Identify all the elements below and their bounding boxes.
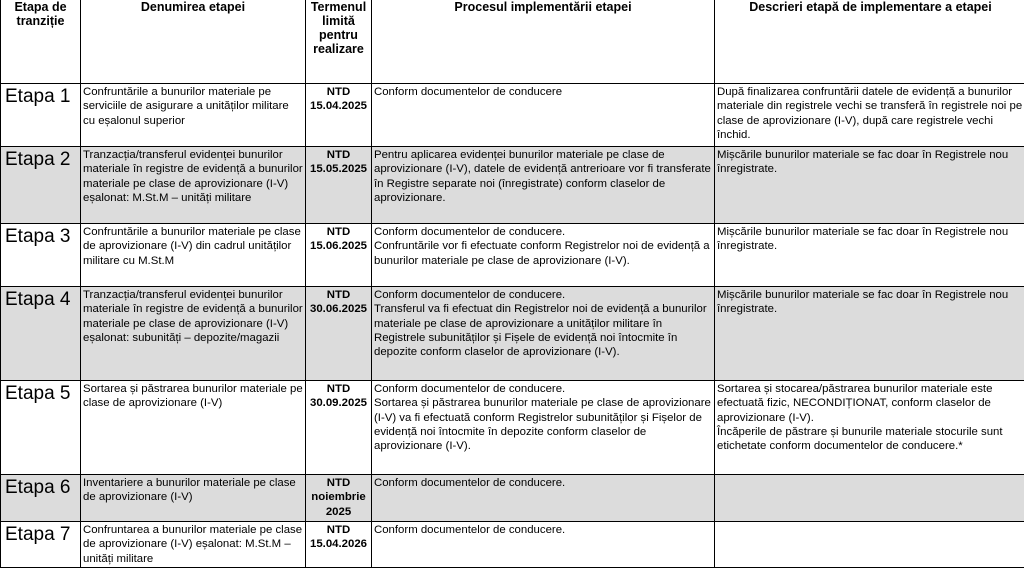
process-cell <box>372 224 715 287</box>
deadline-label: NTD <box>326 149 351 161</box>
deadline-label: NTD <box>326 289 351 301</box>
process-line: Conform documentelor de conducere. <box>374 289 566 301</box>
process-line: Confruntările vor fi efectuate conform Registrelor noi de evidență a bunurilor materiale pe clase de aprovizionare (I-V). <box>374 240 710 267</box>
deadline-cell <box>306 147 372 224</box>
header-process: Procesul implementării etapei <box>372 0 715 84</box>
stage-cell: Etapa 2 <box>1 147 81 224</box>
process-cell <box>372 84 715 147</box>
deadline-date: 15.04.2025 <box>309 100 367 113</box>
table-row <box>1 287 1024 381</box>
stage-cell: Etapa 3 <box>1 224 81 287</box>
table-header-row <box>1 0 1024 84</box>
process-cell <box>372 381 715 475</box>
description-cell <box>715 287 1024 381</box>
process-line: Pentru aplicarea evidenței bunurilor materiale pe clase de aprovizionare (I-V), datele de evidență antrerioare vor fi transferate în Registre separate noi (înregistrate) conform claselor de aprovizionare. <box>374 149 711 204</box>
deadline-date: 30.09.2025 <box>309 397 367 410</box>
stage-name-cell: Tranzacția/transferul evidenței bunurilor materiale în registre de evidență a bunurilor materiale pe clase de aprovizionare (I-V) eșalonat: M.St.M – unități militare <box>81 147 306 224</box>
description-cell <box>715 224 1024 287</box>
description-cell <box>715 475 1024 522</box>
deadline-cell <box>306 84 372 147</box>
header-name: Denumirea etapei <box>81 0 306 84</box>
process-line: Transferul va fi efectuat din Registrelor noi de evidență a bunurilor materiale pe clase de aprovizionare a unităților militare în Registrele subunităților și Fișele de evidență noi întocmite în depozite conform claselor de aprovizionare (I-V). <box>374 303 707 359</box>
table-row <box>1 522 1024 568</box>
deadline-cell <box>306 475 372 522</box>
table-row <box>1 475 1024 522</box>
description-line: Sortarea și stocarea/păstrarea bunurilor materiale este efectuată fizic, NECONDIȚIONAT, conform claselor de aprovizionare (I-V). <box>717 383 993 424</box>
deadline-label: NTD <box>326 226 351 238</box>
deadline-label: NTD <box>326 383 351 395</box>
process-cell <box>372 287 715 381</box>
process-line: Conform documentelor de conducere <box>374 86 563 98</box>
stage-cell: Etapa 1 <box>1 84 81 147</box>
process-cell <box>372 522 715 568</box>
description-cell <box>715 147 1024 224</box>
table-row <box>1 84 1024 147</box>
deadline-date: 30.06.2025 <box>309 303 367 316</box>
header-deadline: Termenul limită pentru realizare <box>306 0 372 84</box>
process-cell <box>372 147 715 224</box>
header-stage: Etapa de tranziție <box>1 0 81 84</box>
process-line: Conform documentelor de conducere. <box>374 524 566 536</box>
stage-cell: Etapa 5 <box>1 381 81 475</box>
description-line: Mișcările bunurilor materiale se fac doar în Registrele nou înregistrate. <box>717 149 1009 176</box>
stage-cell: Etapa 4 <box>1 287 81 381</box>
process-line: Conform documentelor de conducere. <box>374 226 566 238</box>
process-line: Conform documentelor de conducere. <box>374 383 566 395</box>
deadline-label: NTD <box>326 477 351 489</box>
deadline-cell <box>306 224 372 287</box>
process-line: Sortarea și păstrarea bunurilor materiale pe clase de aprovizionare (I-V) va fi efectuată conform Registrelor subunităților și Fișelor de evidență noi întocmite în depozite conform claselor de aprovizionare (I-V). <box>374 397 711 453</box>
deadline-cell <box>306 522 372 568</box>
description-line: După finalizarea confruntării datele de evidență a bunurilor materiale din registrele vechi se transferă în registrele noi pe clase de aprovizionare (I-V), după care registrele vechi închid. <box>717 86 1023 141</box>
process-line: Conform documentelor de conducere. <box>374 477 566 489</box>
description-line: Încăperile de păstrare și bunurile materiale stocurile sunt etichetate conform documentelor de conducere.* <box>717 425 1003 453</box>
deadline-label: NTD <box>326 86 351 98</box>
description-line: Mișcările bunurilor materiale se fac doar în Registrele nou înregistrate. <box>717 289 1009 316</box>
stage-name-cell: Confruntările a bunurilor materiale pe serviciile de asigurare a unităților militare cu eșalonul superior <box>81 84 306 147</box>
stage-name-cell: Inventariere a bunurilor materiale pe clase de aprovizionare (I-V) <box>81 475 306 522</box>
deadline-cell <box>306 381 372 475</box>
description-cell <box>715 84 1024 147</box>
deadline-date: 15.06.2025 <box>309 240 367 253</box>
deadline-date: 15.05.2025 <box>309 163 367 176</box>
stage-cell: Etapa 6 <box>1 475 81 522</box>
description-cell <box>715 381 1024 475</box>
deadline-date: 15.04.2026 <box>309 538 367 551</box>
stage-name-cell: Confruntările a bunurilor materiale pe clase de aprovizionare (I-V) din cadrul unităților militare cu M.St.M <box>81 224 306 287</box>
header-description: Descrieri etapă de implementare a etapei <box>715 0 1024 84</box>
process-cell <box>372 475 715 522</box>
stage-cell: Etapa 7 <box>1 522 81 568</box>
table-row <box>1 147 1024 224</box>
description-cell <box>715 522 1024 568</box>
description-line: Mișcările bunurilor materiale se fac doar în Registrele nou înregistrate. <box>717 226 1009 253</box>
table-row <box>1 381 1024 475</box>
stage-name-cell: Confruntarea a bunurilor materiale pe clase de aprovizionare (I-V) eșalonat: M.St.M – unități militare <box>81 522 306 568</box>
stage-name-cell: Sortarea și păstrarea bunurilor materiale pe clase de aprovizionare (I-V) <box>81 381 306 475</box>
table-row <box>1 224 1024 287</box>
deadline-cell <box>306 287 372 381</box>
stage-name-cell: Tranzacția/transferul evidenței bunurilor materiale în registre de evidență a bunurilor materiale pe clase de aprovizionare (I-V) eșalonat: subunități – depozite/magazii <box>81 287 306 381</box>
deadline-label: NTD <box>326 524 351 536</box>
deadline-date: noiembrie 2025 <box>311 491 366 518</box>
